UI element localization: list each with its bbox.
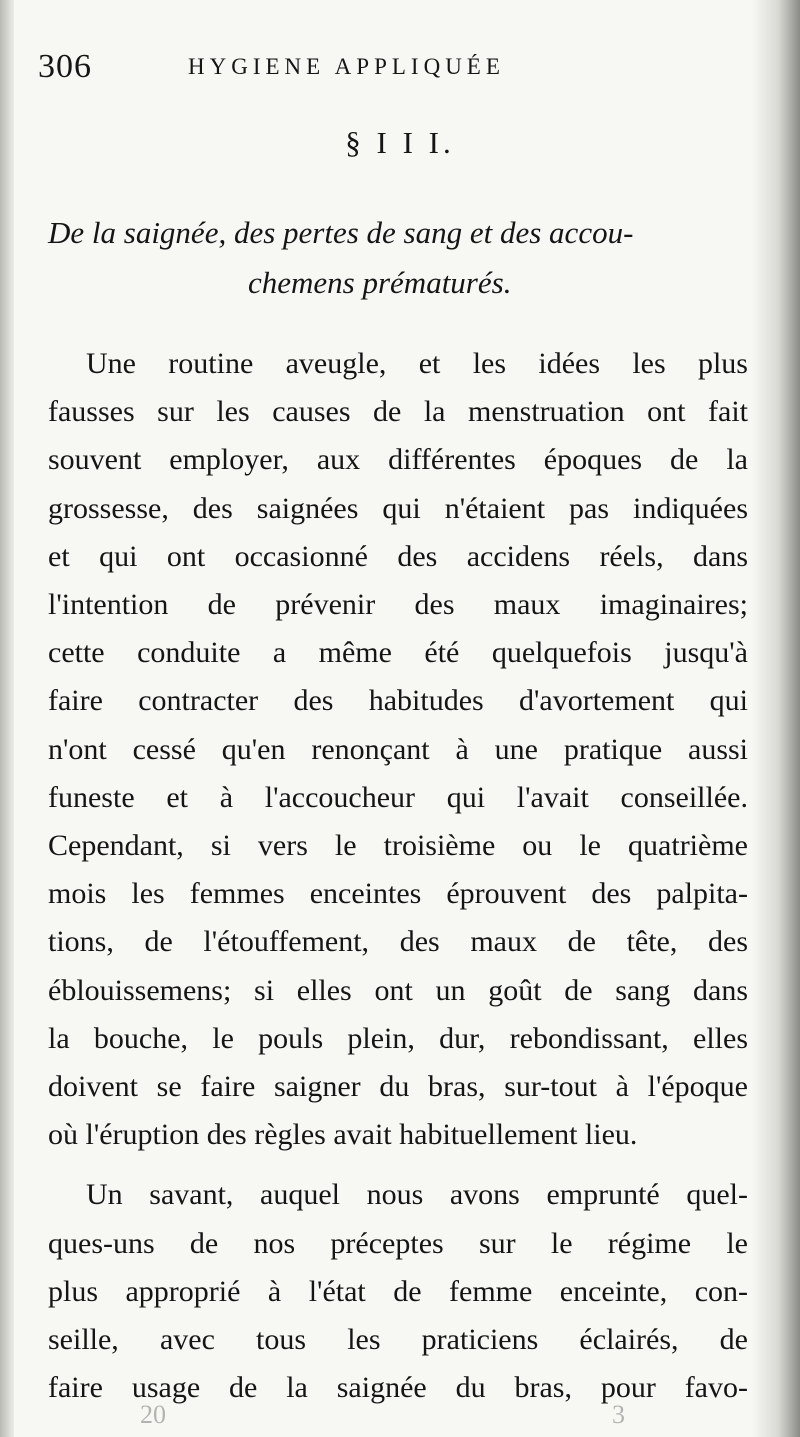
text-line: Cependant, si vers le troisième ou le quatrième <box>48 829 748 863</box>
text-line: n'ont cessé qu'en renonçant à une pratique aussi <box>48 732 748 766</box>
text-line: Un savant, auquel nous avons emprunté quel- <box>86 1178 748 1212</box>
text-line: faire usage de la saignée du bras, pour favo- <box>48 1371 748 1405</box>
body-text <box>48 340 748 1412</box>
running-title: HYGIENE APPLIQUÉE <box>188 54 505 79</box>
page-right-shadow <box>752 0 800 1437</box>
text-line: Une routine aveugle, et les idées les plus <box>86 347 748 380</box>
text-line: mois les femmes enceintes éprouvent des palpita- <box>48 877 748 911</box>
text-line: plus approprié à l'état de femme enceinte, con- <box>48 1274 748 1308</box>
footer-mark-left: 20 <box>140 1400 166 1429</box>
text-line: fausses sur les causes de la menstruation ont fait <box>48 395 748 429</box>
footer-mark-right: 3 <box>612 1400 625 1429</box>
paragraph-1 <box>48 340 748 1159</box>
text-line: grossesse, des saignées qui n'étaient pas indiquées <box>48 491 748 525</box>
text-line: souvent employer, aux différentes époques de la <box>48 443 748 477</box>
text-line: seille, avec tous les praticiens éclairés, de <box>48 1323 748 1357</box>
section-number: § I I I. <box>345 125 455 160</box>
text-line: où l'éruption des règles avait habituellement lieu. <box>48 1118 638 1152</box>
page-header <box>38 48 758 92</box>
paragraph-2 <box>48 1171 748 1412</box>
text-line: cette conduite a même été quelquefois jusqu'à <box>48 636 748 670</box>
text-line: doivent se faire saigner du bras, sur-tout à l'époque <box>48 1070 748 1104</box>
text-line: et qui ont occasionné des accidens réels, dans <box>48 539 748 573</box>
page-number: 306 <box>38 48 92 85</box>
text-line: faire contracter des habitudes d'avortement qui <box>48 684 748 718</box>
text-line: ques-uns de nos préceptes sur le régime le <box>48 1226 748 1260</box>
section-title-line: chemens prématurés. <box>248 265 512 300</box>
paragraph-spacer <box>48 1159 748 1171</box>
text-line: tions, de l'étouffement, des maux de tête, des <box>48 925 748 959</box>
text-line: éblouissemens; si elles ont un goût de sang dans <box>48 973 748 1007</box>
text-line: la bouche, le pouls plein, dur, rebondissant, elles <box>48 1021 748 1055</box>
page-left-shadow <box>0 0 14 1437</box>
text-line: funeste et à l'accoucheur qui l'avait conseillée. <box>48 780 748 814</box>
section-title-line: De la saignée, des pertes de sang et des accou- <box>48 215 634 250</box>
section-title <box>48 208 748 308</box>
text-line: l'intention de prévenir des maux imaginaires; <box>48 588 748 622</box>
